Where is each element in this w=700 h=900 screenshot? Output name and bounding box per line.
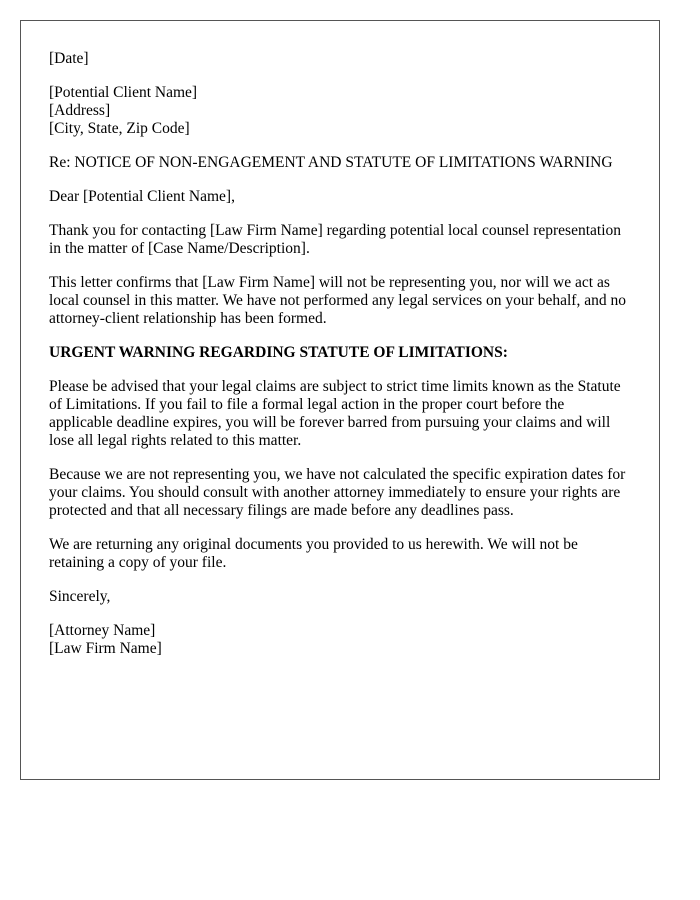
firm-name: [Law Firm Name] [49, 640, 162, 657]
salutation: Dear [Potential Client Name], [49, 188, 235, 205]
recipient-block [49, 84, 631, 138]
statute-warning-paragraph: Please be advised that your legal claims are subject to strict time limits known as the Statute of Limitations. If you fail to file a formal legal action in the proper court before the applicable deadline expires, you will be forever barred from pursuing your claims and will lose all legal rights related to this matter. [49, 378, 621, 449]
closing: Sincerely, [49, 588, 111, 605]
attorney-name: [Attorney Name] [49, 622, 156, 639]
non-engagement-paragraph: This letter confirms that [Law Firm Name] will not be representing you, nor will we act as local counsel in this matter. We have not performed any legal services on your behalf, and no attorney-client relationship has been formed. [49, 274, 626, 327]
consult-attorney-paragraph: Because we are not representing you, we have not calculated the specific expiration dates for your claims. You should consult with another attorney immediately to ensure your rights are protected and that all necessary filings are made before any deadlines pass. [49, 466, 626, 519]
warning-heading: URGENT WARNING REGARDING STATUTE OF LIMITATIONS: [49, 344, 508, 361]
letter-date: [Date] [49, 50, 89, 67]
recipient-name: [Potential Client Name] [49, 84, 198, 101]
letter-document [20, 20, 660, 780]
returning-documents-paragraph: We are returning any original documents you provided to us herewith. We will not be retaining a copy of your file. [49, 536, 578, 571]
signature-block [49, 622, 631, 658]
subject-line: Re: NOTICE OF NON-ENGAGEMENT AND STATUTE OF LIMITATIONS WARNING [49, 154, 613, 171]
recipient-address: [Address] [49, 102, 111, 119]
intro-paragraph: Thank you for contacting [Law Firm Name] regarding potential local counsel representation in the matter of [Case Name/Description]. [49, 222, 622, 257]
recipient-city-state-zip: [City, State, Zip Code] [49, 120, 190, 137]
